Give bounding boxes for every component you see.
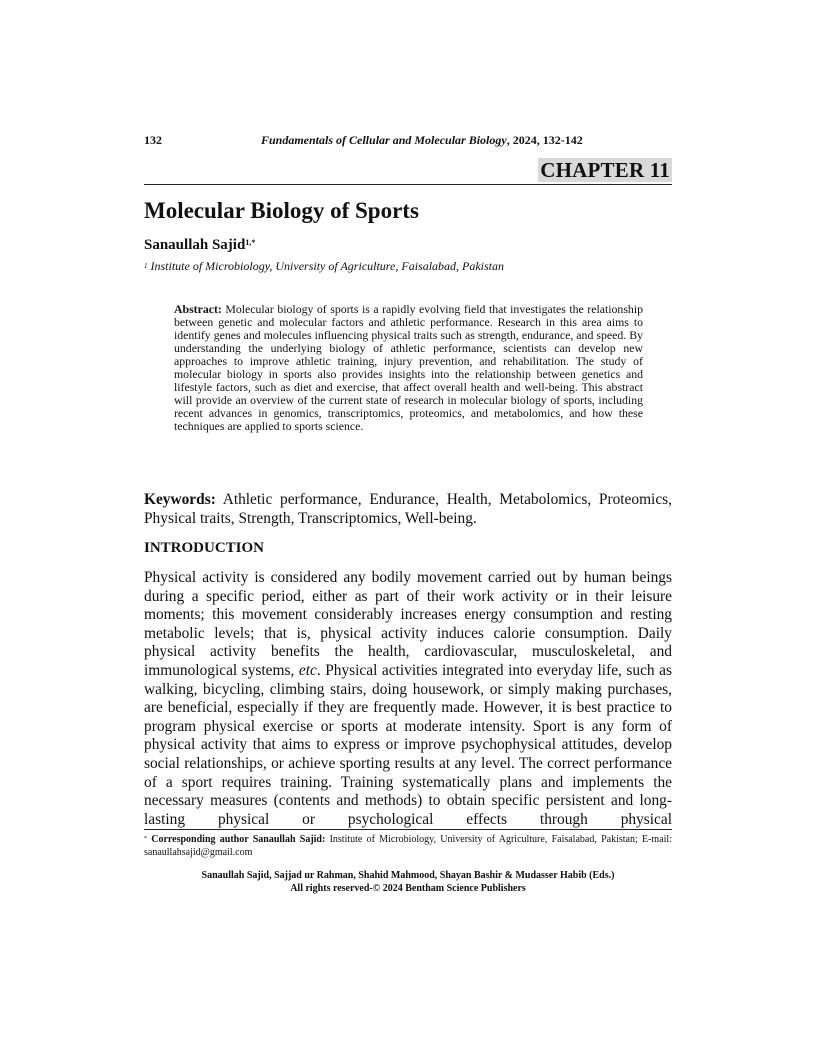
footnote — [144, 833, 672, 859]
author-line — [144, 236, 255, 254]
journal-citation — [261, 133, 583, 148]
keywords — [144, 490, 672, 528]
rights-line: All rights reserved-© 2024 Bentham Science Publishers — [290, 883, 526, 894]
journal-name: Fundamentals of Cellular and Molecular Biology — [261, 133, 507, 147]
chapter-header — [144, 157, 672, 185]
footnote-mark: * — [144, 836, 147, 842]
journal-year-pages: , 2024, 132-142 — [506, 133, 583, 147]
affiliation-text: Institute of Microbiology, University of Agriculture, Faisalabad, Pakistan — [147, 259, 505, 273]
intro-text-part2: . Physical activities integrated into everyday life, such as walking, bicycling, climbing stairs, doing housework, or simply making purchases, are beneficial, especially if they are frequently made. However, it is best practice to program physical exercise or sports at moderate intensity. Sport is any form of physical activity that aims to express or improve psychophysical attitudes, develop social relationships, or achieve sporting results at any level. The correct performance of a sport requires training. Training systematically plans and implements the necessary measures (contents and methods) to obtain specific persistent and long-lasting physical or psychological effects through physical — [144, 661, 672, 828]
abstract-label: Abstract: — [174, 302, 222, 316]
keywords-label: Keywords: — [144, 491, 216, 508]
intro-etc: etc — [298, 661, 317, 679]
credits — [144, 869, 672, 895]
affiliation — [144, 259, 504, 274]
abstract-text: Molecular biology of sports is a rapidly evolving field that investigates the relationship between genetic and molecular factors and athletic performance. Research in this area aims to identify genes and molecules influencing physical traits such as strength, endurance, and speed. By understanding the underlying biology of athletic performance, scientists can develop new approaches to improve athletic training, injury prevention, and rehabilitation. The study of molecular biology in sports also provides insights into the relationship between genetics and lifestyle factors, such as diet and exercise, that affect overall health and well-being. This abstract will provide an overview of the current state of research in molecular biology of sports, including recent advances in genomics, transcriptomics, proteomics, and metabolomics, and how these techniques are applied to sports science. — [174, 302, 643, 433]
running-head — [144, 133, 672, 149]
footnote-divider — [144, 829, 672, 830]
introduction-paragraph — [144, 569, 672, 829]
editors-line: Sanaullah Sajid, Sajjad ur Rahman, Shahid Mahmood, Shayan Bashir & Mudasser Habib (Eds.) — [201, 870, 615, 881]
footnote-text: Institute of Microbiology, University of Agriculture, Faisalabad, Pakistan; E-mail: sanaullahsajid@gmail.com — [144, 834, 672, 858]
section-heading: INTRODUCTION — [144, 540, 265, 556]
affiliation-mark: 1 — [144, 262, 148, 270]
author-name: Sanaullah Sajid — [144, 237, 246, 253]
intro-text-part1: Physical activity is considered any bodily movement carried out by human beings during a specific period, either as part of their work activity or in their leisure moments; this movement considerably increases energy consumption and resting metabolic levels; that is, physical activity induces calorie consumption. Daily physical activity benefits the health, cardiovascular, musculoskeletal, and immunological systems, — [144, 569, 672, 679]
keywords-text: Athletic performance, Endurance, Health, Metabolomics, Proteomics, Physical traits, Strength, Transcriptomics, Well-being. — [144, 491, 672, 527]
chapter-label: CHAPTER 11 — [540, 158, 670, 182]
page-number: 132 — [144, 133, 162, 147]
footnote-label: Corresponding author Sanaullah Sajid: — [147, 834, 326, 845]
abstract — [174, 303, 643, 433]
author-marks: 1,* — [245, 238, 256, 247]
chapter-title: Molecular Biology of Sports — [144, 198, 419, 223]
